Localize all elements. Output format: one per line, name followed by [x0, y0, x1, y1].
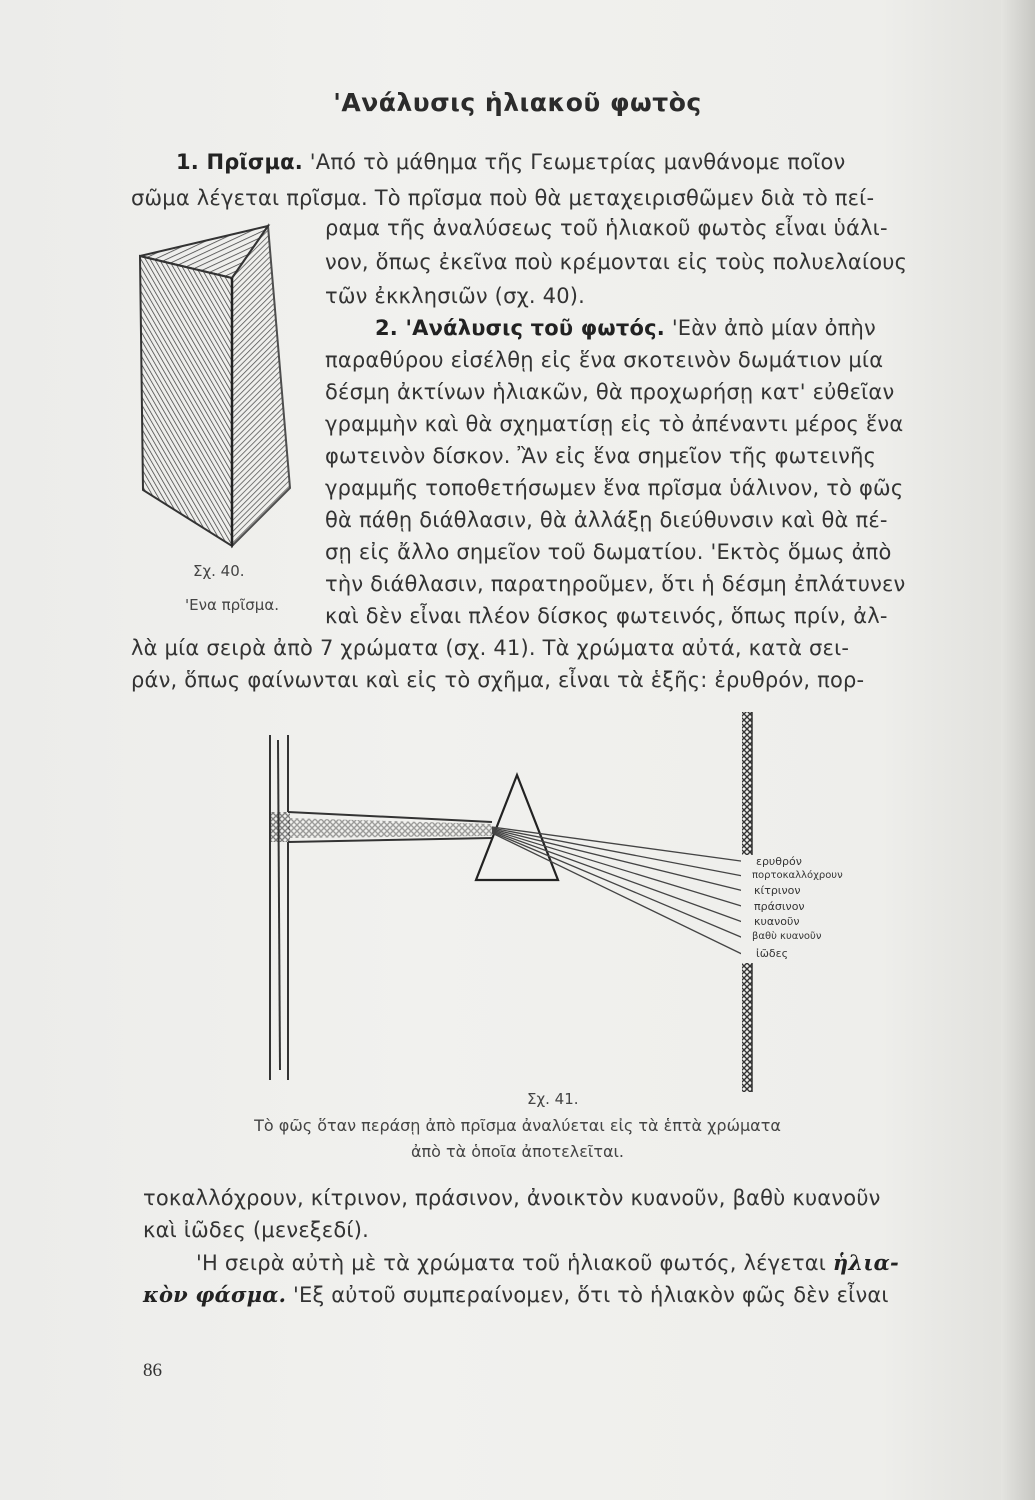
para2-line9: τὴν διάθλασιν, παρατηροῦμεν, ὅτι ἡ δέσμη ἐπλάτυνεν [325, 572, 906, 596]
fig41-label: Σχ. 41. [527, 1090, 579, 1108]
fig40-caption: 'Ενα πρῖσμα. [185, 596, 279, 614]
para1-line4: νον, ὅπως ἐκεῖνα ποὺ κρέμονται εἰς τοὺς πολυελαίους [325, 250, 908, 274]
para1-line2: σῶμα λέγεται πρῖσμα. Τὸ πρῖσμα ποὺ θὰ μεταχειρισθῶμεν διὰ τὸ πεί- [131, 186, 875, 210]
para2-line3: δέσμη ἀκτίνων ἡλιακῶν, θὰ προχωρήσῃ κατ' εὐθεῖαν [325, 380, 895, 404]
spectrum-label-1: πορτοκαλλόχρουν [752, 870, 843, 881]
para2-line4: γραμμὴν καὶ θὰ σχηματίσῃ εἰς τὸ ἀπέναντι μέρος ἕνα [325, 412, 904, 436]
spectrum-label-0: ερυθρόν [756, 855, 802, 868]
para2-line8: σῃ εἰς ἄλλο σημεῖον τοῦ δωματίου. 'Εκτὸς ὅμως ἀπὸ [325, 540, 892, 564]
para2-line2: παραθύρου εἰσέλθῃ εἰς ἕνα σκοτεινὸν δωμάτιον μία [325, 348, 884, 372]
para4-line1 [196, 1250, 899, 1275]
fig41-caption-line2: ἀπὸ τὰ ὁποῖα ἀποτελεῖται. [410, 1142, 625, 1161]
para1-heading: 1. Πρῖσμα. [176, 150, 303, 174]
spectrum-label-4: κυανοῦν [754, 915, 800, 928]
para2-line11: λὰ μία σειρὰ ἀπὸ 7 χρώματα (σχ. 41). Τὰ χρώματα αὐτά, κατὰ σει- [131, 636, 850, 660]
para1-line3: ραμα τῆς ἀναλύσεως τοῦ ἡλιακοῦ φωτὸς εἶναι ὑάλι- [325, 216, 888, 240]
page-number: 86 [143, 1360, 162, 1381]
page-title: 'Ανάλυσις ἡλιακοῦ φωτὸς [333, 88, 702, 117]
para4-term-part2: κὸν φάσμα. [143, 1282, 287, 1307]
para4-term-part1: ἡλια- [832, 1250, 899, 1275]
para4-line2-text: 'Εξ αὐτοῦ συμπεραίνομεν, ὅτι τὸ ἡλιακὸν φῶς δὲν εἶναι [286, 1283, 889, 1307]
spectrum-label-6: ἰῶδες [756, 947, 789, 960]
para3-line2: καὶ ἰῶδες (μενεξεδί). [143, 1218, 369, 1242]
para2-line1-text: 'Εὰν ἀπὸ μίαν ὀπὴν [664, 316, 876, 340]
para2-line7: θὰ πάθῃ διάθλασιν, θὰ ἀλλάξῃ διεύθυνσιν καὶ θὰ πέ- [325, 508, 888, 532]
para2-line6: γραμμῆς τοποθετήσωμεν ἕνα πρῖσμα ὑάλινον, τὸ φῶς [325, 476, 904, 500]
window-wall-hatch [270, 812, 290, 842]
para2-line5: φωτεινὸν δίσκον. Ἂν εἰς ἕνα σημεῖον τῆς φωτεινῆς [325, 444, 877, 468]
para2-line10: καὶ δὲν εἶναι πλέον δίσκος φωτεινός, ὅπως πρίν, ἀλ- [325, 604, 888, 628]
para2-line12: ράν, ὅπως φαίνωνται καὶ εἰς τὸ σχῆμα, εἶναι τὰ ἑξῆς: ἐρυθρόν, πορ- [131, 668, 865, 692]
para4-line2 [143, 1282, 889, 1307]
para1-line5: τῶν ἐκκλησιῶν (σχ. 40). [325, 284, 586, 308]
fig41-caption-line1: Τὸ φῶς ὅταν περάσῃ ἀπὸ πρῖσμα ἀναλύεται εἰς τὰ ἑπτὰ χρώματα [254, 1116, 781, 1135]
para2-heading: 2. 'Ανάλυσις τοῦ φωτός. [375, 316, 665, 340]
dispersed-rays [492, 827, 748, 957]
window-wall [270, 735, 492, 1080]
para4-line1-text: 'Η σειρὰ αὐτὴ μὲ τὰ χρώματα τοῦ ἡλιακοῦ φωτός, λέγεται [196, 1251, 833, 1275]
fig40-label: Σχ. 40. [193, 562, 245, 580]
para3-line1: τοκαλλόχρουν, κίτρινον, πράσινον, ἀνοικτὸν κυανοῦν, βαθὺ κυανοῦν [143, 1186, 881, 1210]
para1-line1-text: 'Από τὸ μάθημα τῆς Γεωμετρίας μανθάνομε ποῖον [302, 150, 846, 174]
spectrum-label-5: βαθὺ κυανοῦν [752, 931, 822, 942]
spectrum-label-3: πράσινον [754, 900, 805, 913]
spectrum-label-2: κίτρινον [754, 884, 801, 897]
